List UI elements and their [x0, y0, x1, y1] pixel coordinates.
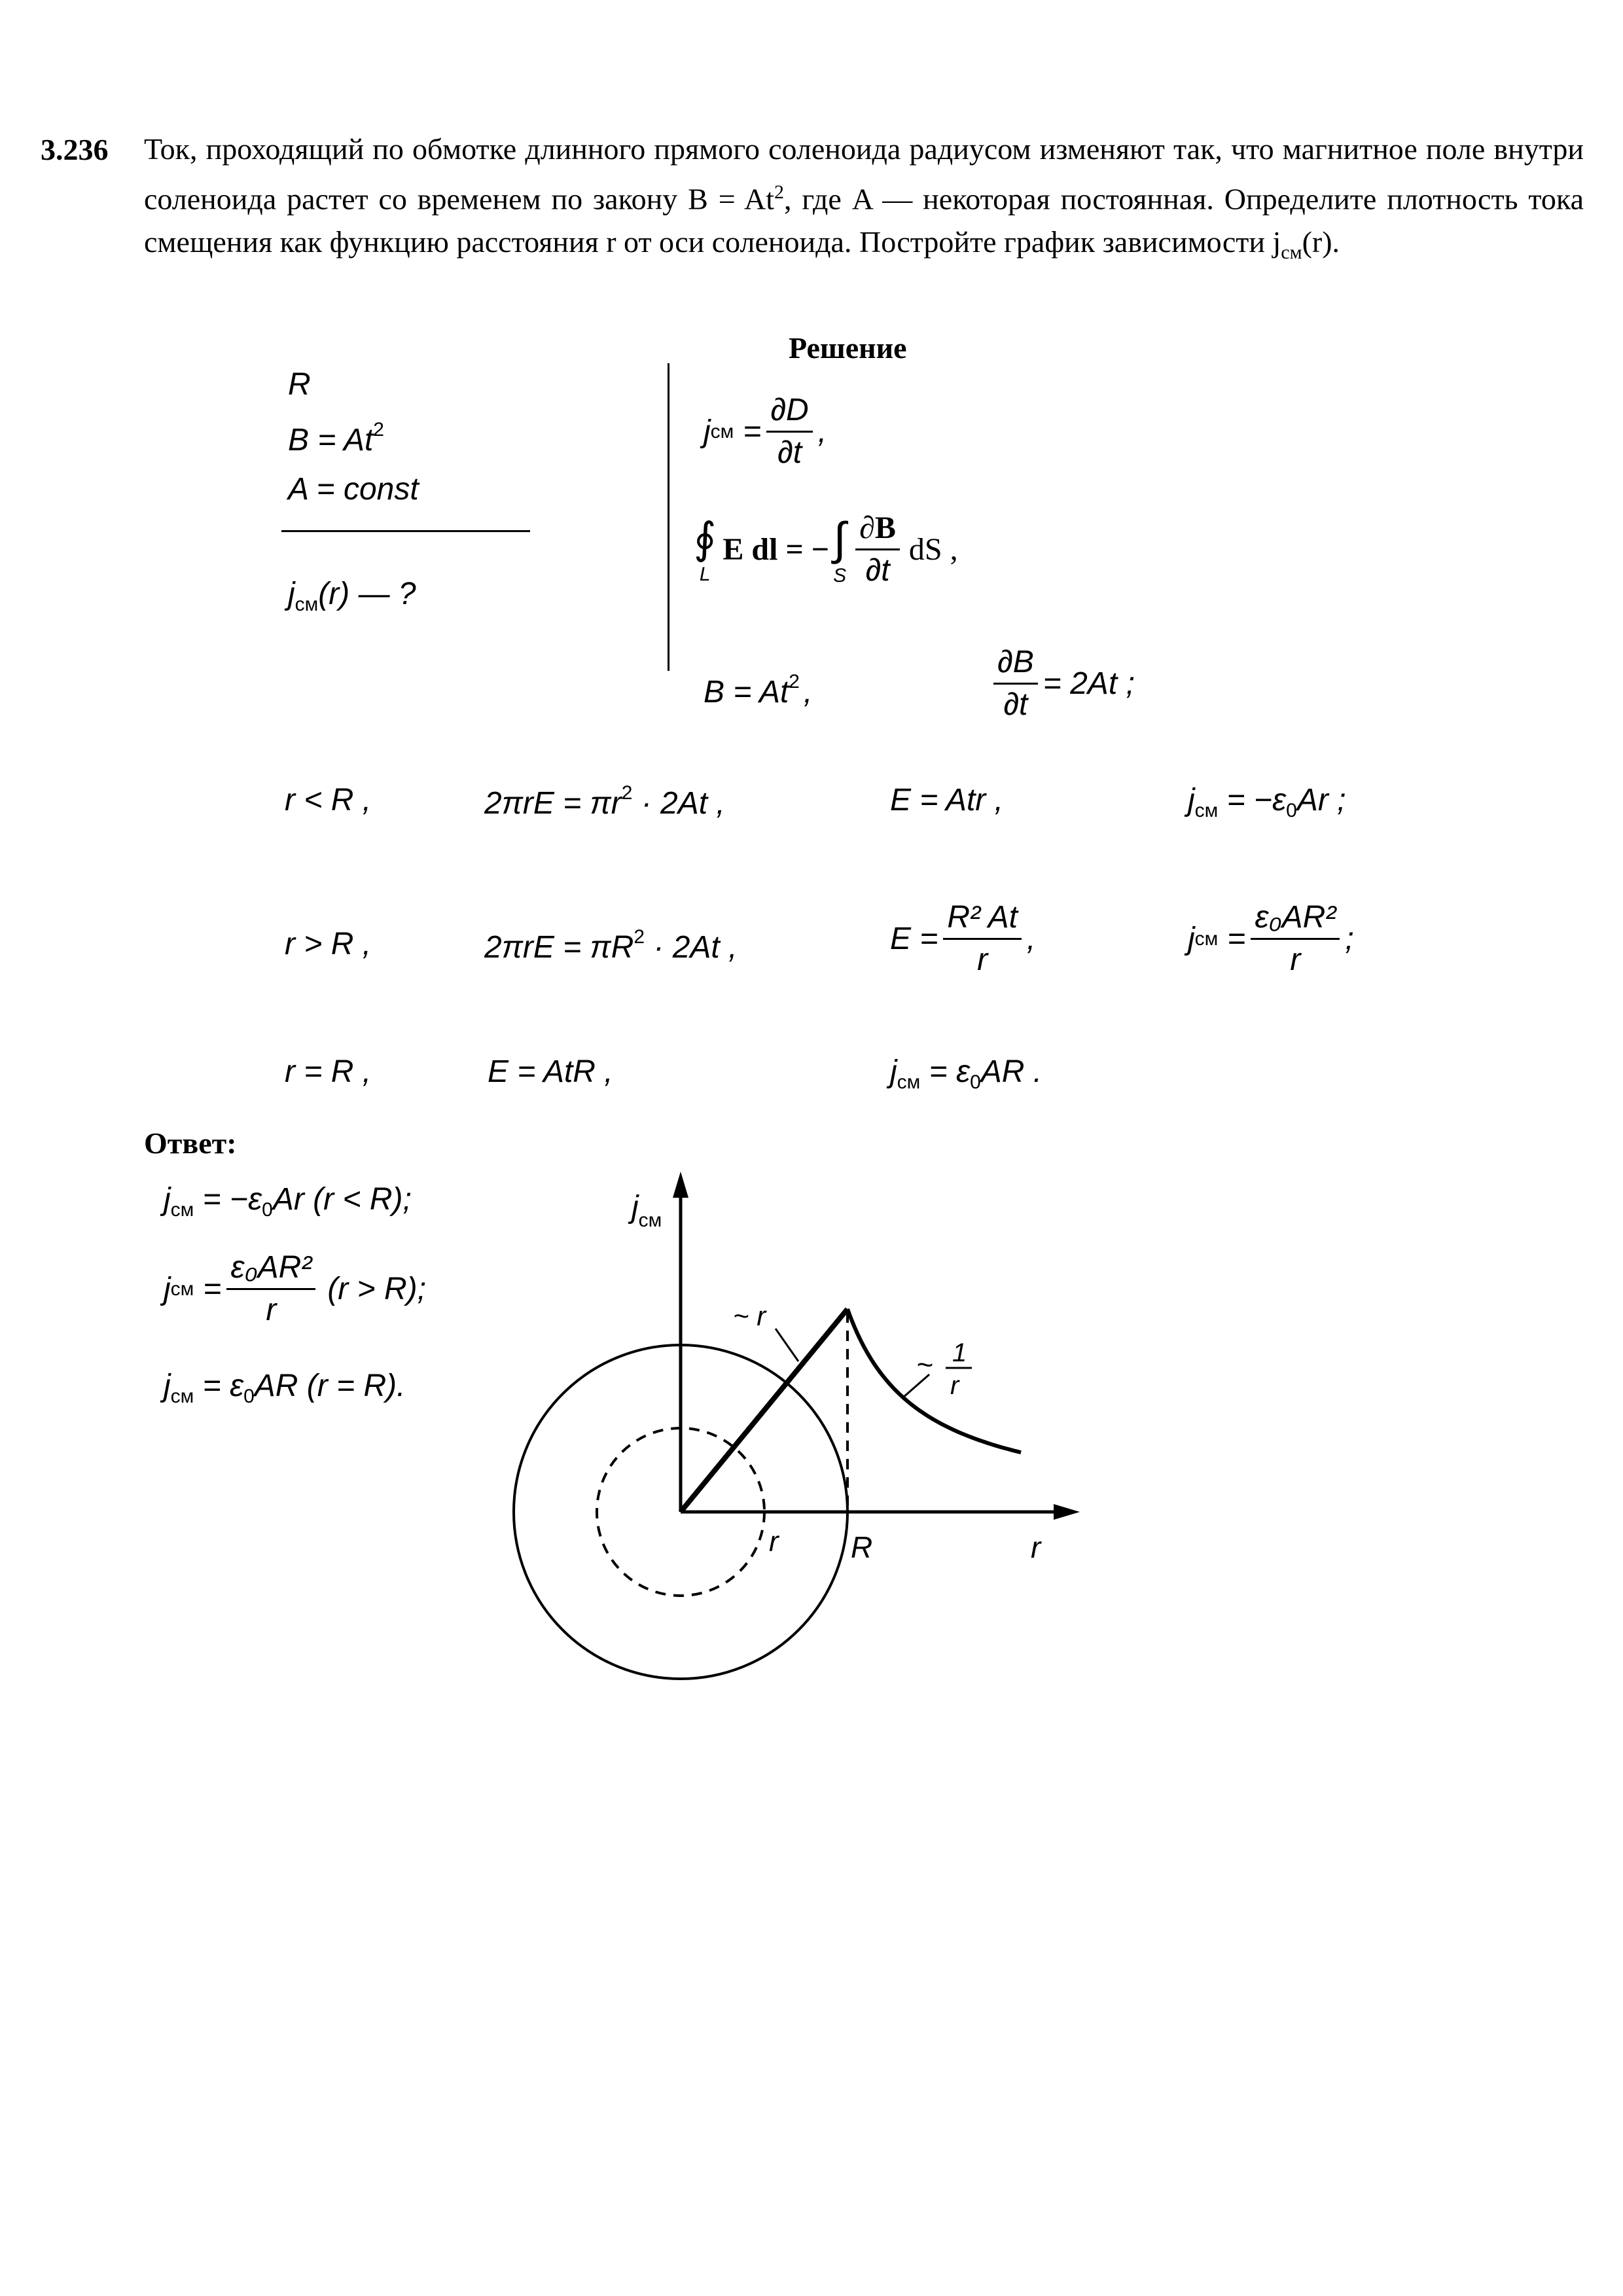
- solution-heading: Решение: [789, 331, 907, 365]
- eq1-sub: см: [710, 420, 734, 442]
- given-a-const: A = const: [288, 472, 419, 507]
- eq4-rhs: = 2At ;: [1043, 666, 1135, 701]
- problem-text-mid: , где A — некоторая постоянная. Определите плотность тока смещения как функцию расстояния r от оси соленоида. Постройте график зависимости j: [144, 182, 1584, 259]
- problem-text: [144, 128, 1584, 275]
- case2-current: [1188, 900, 1354, 978]
- case2-c4-num: ε₀AR²: [1251, 900, 1340, 940]
- answer3-sub: см: [170, 1386, 194, 1407]
- case2-j: j: [1188, 922, 1195, 956]
- case1-j: j: [1188, 783, 1195, 817]
- problem-number: 3.236: [41, 133, 109, 166]
- x-axis-arrow-icon: [1054, 1504, 1080, 1520]
- answer-heading: Ответ:: [144, 1126, 237, 1160]
- inverse-den: r: [950, 1371, 959, 1400]
- eq1-den: ∂t: [777, 435, 802, 470]
- eq-b-field: [704, 671, 812, 710]
- x-axis-label: r: [1031, 1530, 1041, 1564]
- case2-c3-end: ,: [1026, 922, 1036, 956]
- problem-text-main: Ток, проходящий по обмотке длинного прямого соленоида радиусом изменяют так, что магнитное поле внутри соленоида растет со временем по закону B = At: [144, 132, 1584, 216]
- answer2-num: ε₀AR²: [226, 1250, 315, 1290]
- answer2-end: (r > R);: [327, 1272, 426, 1306]
- case2-eq: =: [1227, 922, 1246, 956]
- inverse-segment: [847, 1309, 1021, 1452]
- linear-label: ~ r: [733, 1300, 766, 1331]
- given-b-lhs: B = At: [288, 423, 374, 457]
- y-label-sub: см: [638, 1210, 662, 1231]
- case1-cond: r < R ,: [285, 783, 372, 817]
- answer2-den: r: [266, 1293, 277, 1327]
- answer3-end: AR (r = R).: [254, 1369, 406, 1403]
- case2-c3-den: r: [977, 942, 988, 977]
- answer1-sub: см: [170, 1199, 194, 1221]
- case2-c2-end: · 2At ,: [645, 930, 738, 965]
- case1-circulation: [484, 782, 725, 821]
- answer2-eq: =: [203, 1272, 222, 1306]
- case1-c2: 2πrE = πr: [484, 786, 622, 821]
- eq4-den: ∂t: [1003, 687, 1028, 722]
- linear-leader: [776, 1329, 798, 1361]
- case3-current: [890, 1054, 1042, 1094]
- eq-b-derivative: [988, 645, 1135, 723]
- answer-outside: [164, 1250, 426, 1328]
- eq2-end: dS ,: [908, 532, 958, 567]
- eq2-den: ∂t: [865, 553, 890, 588]
- answer1-body: = −ε: [194, 1182, 262, 1217]
- case2-field: [890, 900, 1035, 978]
- eq2-lhs: E dl = −: [722, 532, 830, 567]
- given-find-rest: (r) — ?: [318, 577, 416, 611]
- eq-faraday-law: [694, 511, 958, 588]
- given-find-j: j: [288, 577, 295, 611]
- given-b-exp: 2: [373, 419, 384, 440]
- y-label-j: j: [632, 1190, 639, 1225]
- eq2-oint: ∮: [694, 514, 717, 562]
- problem-text-sup: 2: [774, 181, 785, 203]
- R-tick-label: R: [851, 1530, 873, 1564]
- case3-c4-end: AR .: [980, 1054, 1043, 1089]
- eq4-frac: [993, 645, 1038, 723]
- answer-boundary: [164, 1368, 405, 1408]
- eq2-int: ∫: [833, 512, 846, 564]
- case2-sub: см: [1194, 927, 1219, 950]
- answer2-j: j: [164, 1272, 171, 1306]
- case3-cond: r = R ,: [285, 1054, 372, 1089]
- y-axis-arrow-icon: [673, 1172, 688, 1198]
- case3-eps: 0: [970, 1071, 981, 1093]
- case2-c3-frac: [943, 900, 1022, 978]
- case2-c3-lhs: E =: [890, 922, 938, 956]
- eq2-S: S: [833, 564, 847, 586]
- inverse-tilde: ~: [916, 1349, 933, 1381]
- eq3-exp: 2: [789, 671, 800, 692]
- case3-sub: см: [897, 1071, 921, 1093]
- case2-c2-exp: 2: [633, 926, 645, 948]
- answer-inside: [164, 1181, 412, 1221]
- eq-displacement-current: [704, 393, 827, 471]
- eq1-frac: [766, 393, 812, 471]
- eq2-frac: [855, 511, 900, 588]
- case1-c4-end: Ar ;: [1296, 783, 1346, 817]
- eq3-end: ,: [803, 675, 813, 709]
- given-b: [288, 419, 384, 458]
- given-vertical-divider: [668, 363, 669, 671]
- case2-c2: 2πrE = πR: [484, 930, 634, 965]
- answer1-end: Ar (r < R);: [272, 1182, 412, 1217]
- eq2-num: ∂B: [855, 511, 900, 550]
- eq2-L: L: [699, 564, 711, 585]
- case2-cond: r > R ,: [285, 927, 372, 961]
- case3-c4: = ε: [920, 1054, 971, 1089]
- case2-c4-end: ;: [1345, 922, 1354, 956]
- case2-c4-frac: [1251, 900, 1340, 978]
- eq1-end: ,: [817, 414, 827, 449]
- eq3-lhs: B = At: [704, 675, 789, 709]
- r-tick-label: r: [769, 1526, 779, 1558]
- case3-field: E = AtR ,: [488, 1054, 613, 1089]
- answer3-eps: 0: [243, 1386, 255, 1407]
- case3-j: j: [890, 1054, 897, 1089]
- problem-text-end: (r).: [1302, 225, 1340, 259]
- eq2-int-block: [833, 512, 846, 587]
- case1-sub: см: [1194, 800, 1219, 821]
- case1-current: [1188, 782, 1346, 822]
- problem-text-sub: см: [1281, 242, 1302, 264]
- eq2-oint-block: [694, 513, 716, 586]
- case1-c2-exp: 2: [621, 782, 633, 804]
- given-r: R: [288, 367, 311, 402]
- case1-eps: 0: [1286, 800, 1297, 821]
- case1-field: E = Atr ,: [890, 783, 1003, 817]
- case1-c4: = −ε: [1218, 783, 1287, 817]
- eq4-num: ∂B: [993, 645, 1038, 685]
- case2-circulation: [484, 926, 737, 965]
- given-find-sub: см: [294, 594, 319, 615]
- linear-segment: [681, 1309, 847, 1512]
- answer2-sub: см: [170, 1278, 194, 1300]
- displacement-current-graph: [510, 1172, 1086, 1695]
- case2-c3-num: R² At: [943, 900, 1022, 940]
- answer3-body: = ε: [194, 1369, 244, 1403]
- inverse-num: 1: [952, 1338, 967, 1367]
- y-axis-label: [628, 1190, 662, 1231]
- answer2-frac: [226, 1250, 315, 1328]
- answer3-j: j: [164, 1369, 171, 1403]
- eq1-eq: =: [743, 414, 762, 449]
- eq1-j: j: [704, 414, 711, 449]
- eq1-num: ∂D: [766, 393, 812, 433]
- case2-c4-den: r: [1290, 942, 1301, 977]
- answer1-j: j: [164, 1182, 171, 1217]
- given-divider: [281, 530, 530, 532]
- given-find: [288, 576, 416, 616]
- answer1-eps: 0: [262, 1199, 273, 1221]
- case1-c2-end: · 2At ,: [632, 786, 725, 821]
